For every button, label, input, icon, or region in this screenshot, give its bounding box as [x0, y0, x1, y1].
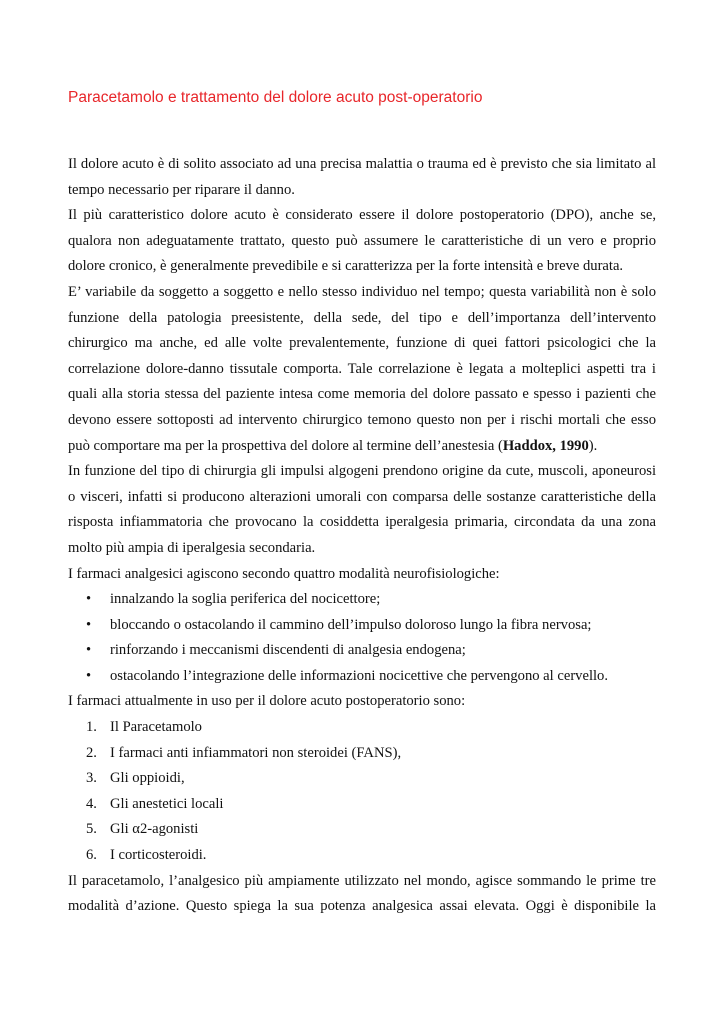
- item-number: 1.: [86, 719, 97, 736]
- numbered-item: [68, 741, 656, 767]
- bullet-list: [68, 587, 656, 689]
- item-text: Gli α2-agonisti: [110, 821, 199, 838]
- paragraph-3: [68, 280, 656, 459]
- paragraph-2: Il più caratteristico dolore acuto è considerato essere il dolore postoperatorio (DPO), anche se, qualora non adeguatamente trattato, questo può assumere le caratteristiche di un vero e proprio dolore cronico, è generalmente prevedibile e si caratterizza per la forte intensità e breve durata.: [68, 207, 656, 275]
- item-number: 3.: [86, 770, 97, 787]
- bullet-item: [68, 613, 656, 639]
- numbered-item: [68, 766, 656, 792]
- paragraph-1: Il dolore acuto è di solito associato ad una precisa malattia o trauma ed è previsto che sia limitato al tempo necessario per riparare il danno.: [68, 156, 656, 198]
- list-intro: I farmaci attualmente in uso per il dolore acuto postoperatorio sono:: [68, 693, 466, 710]
- paragraph-5: I farmaci analgesici agiscono secondo quattro modalità neurofisiologiche:: [68, 565, 500, 582]
- item-number: 2.: [86, 744, 97, 761]
- bullet-text: rinforzando i meccanismi discendenti di analgesia endogena;: [110, 642, 466, 659]
- bullet-item: [68, 664, 656, 690]
- bullet-text: innalzando la soglia periferica del nocicettore;: [110, 591, 381, 608]
- bullet-icon: •: [86, 642, 92, 659]
- numbered-item: [68, 792, 656, 818]
- item-text: I corticosteroidi.: [110, 847, 207, 864]
- item-number: 5.: [86, 821, 97, 838]
- closing-paragraph: Il paracetamolo, l’analgesico più ampiamente utilizzato nel mondo, agisce sommando le prime tre modalità d’azione. Questo spiega la sua potenza analgesica assai elevata. Oggi è disponibile la: [68, 872, 656, 915]
- item-text: I farmaci anti infiammatori non steroidei (FANS),: [110, 744, 402, 761]
- bullet-icon: •: [86, 667, 92, 684]
- bullet-text: bloccando o ostacolando il cammino dell’impulso doloroso lungo la fibra nervosa;: [110, 616, 592, 633]
- numbered-item: [68, 715, 656, 741]
- paragraph-3-text: E’ variabile da soggetto a soggetto e nello stesso individuo nel tempo; questa variabilità non è solo funzione della patologia preesistente, della sede, del tipo e dell’importanza dell’intervento chirurgico ma anche, ed alle volte prevalentemente, funzione di quei fattori psicologici che la correlazione dolore-danno tissutale comporta. Tale correlazione è legata a molteplici aspetti tra i quali alla storia stessa del paziente intesa come memoria del dolore passato e spesso i pazienti che devono essere sottoposti ad intervento chirurgico temono questo non per i rischi mortali che esso può comportare ma per la prospettiva del dolore al termine dell’anestesia (: [68, 283, 656, 454]
- document-body: [68, 152, 656, 920]
- document-title: Paracetamolo e trattamento del dolore acuto post-operatorio: [68, 89, 483, 106]
- bullet-icon: •: [86, 616, 92, 633]
- item-number: 6.: [86, 847, 97, 864]
- bullet-icon: •: [86, 591, 92, 608]
- item-text: Il Paracetamolo: [110, 719, 202, 736]
- item-text: Gli anestetici locali: [110, 795, 224, 812]
- bullet-item: [68, 587, 656, 613]
- numbered-item: [68, 817, 656, 843]
- numbered-item: [68, 843, 656, 869]
- item-text: Gli oppioidi,: [110, 770, 185, 787]
- item-number: 4.: [86, 795, 97, 812]
- bullet-text: ostacolando l’integrazione delle informazioni nocicettive che pervengono al cervello.: [110, 667, 609, 684]
- bullet-item: [68, 638, 656, 664]
- paragraph-4: In funzione del tipo di chirurgia gli impulsi algogeni prendono origine da cute, muscoli, aponeurosi o visceri, infatti si producono alterazioni umorali con comparsa delle sostanze caratteristiche della risposta infiammatoria che provocano la cosiddetta iperalgesia primaria, circondata da una zona molto più ampia di iperalgesia secondaria.: [68, 463, 656, 556]
- numbered-list: [68, 715, 656, 869]
- citation-haddox: Haddox, 1990: [502, 437, 589, 454]
- citation-close: ).: [588, 437, 598, 454]
